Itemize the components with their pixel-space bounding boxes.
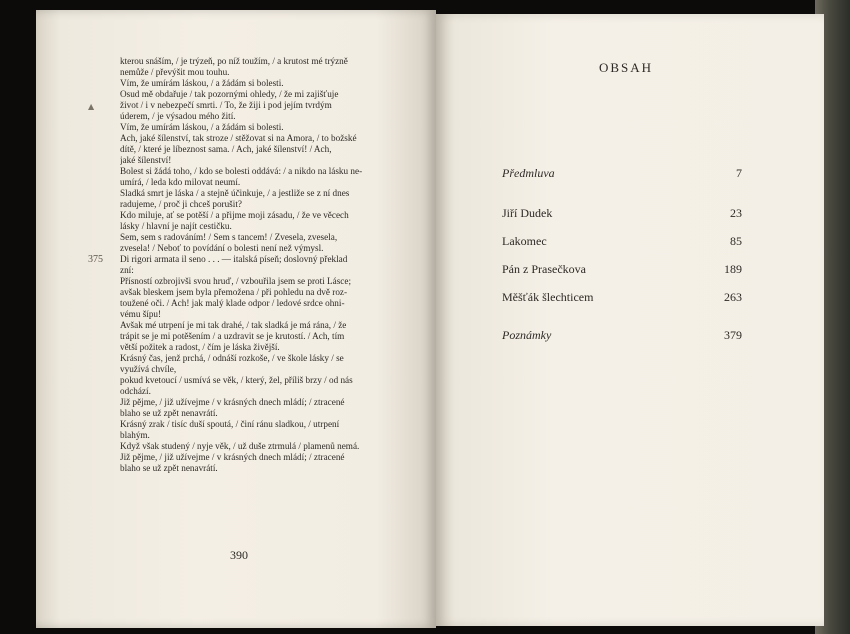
- toc-entry: [502, 262, 742, 276]
- text-line: lásky / hlavní je najít cestičku.: [120, 221, 232, 231]
- toc-entry-page: 379: [724, 328, 742, 342]
- text-line: pokud kvetoucí / usmívá se věk, / který, žel, příliš brzy / od nás: [120, 375, 353, 385]
- text-line: trápit se je mi potěšením / a uzdravit se je krutostí. / Ach, tím: [120, 331, 345, 341]
- toc-entry-title: Poznámky: [502, 328, 552, 342]
- text-line: radujeme, / proč ji chceš porušit?: [120, 199, 242, 209]
- left-page-text: [120, 56, 428, 474]
- text-line: Ach, jaké šílenství, tak stroze / stěžovat si na Amora, / to božské: [120, 133, 357, 143]
- text-line: Di rigori armata il seno . . . — italská píseň; doslovný překlad: [120, 254, 348, 264]
- text-line: zvesela! / Neboť to povídání o bolesti není než výmysl.: [120, 243, 324, 253]
- text-line: Sladká smrt je láska / a stejně účinkuje, / a jestliže se z ní dnes: [120, 188, 350, 198]
- text-line: dítě, / které je líbeznost sama. / Ach, jaké šílenství! / Ach,: [120, 144, 332, 154]
- text-line: kterou snáším, / je trýzeň, po níž toužím, / a krutost mé trýzně: [120, 56, 348, 66]
- text-line: avšak bleskem jsem byla přemožena / při pohledu na dvě roz-: [120, 287, 348, 297]
- text-line: blaho se už zpět nenavrátí.: [120, 463, 218, 473]
- toc-entry-page: 85: [730, 234, 742, 248]
- text-line: Bolest si žádá toho, / kdo se bolesti oddává: / a nikdo na lásku ne-: [120, 166, 363, 176]
- text-line: umírá, / leda kdo milovat neumí.: [120, 177, 241, 187]
- text-line: úderem, / je výsadou mého žití.: [120, 111, 236, 121]
- toc-entry-page: 7: [736, 166, 742, 180]
- toc-entry-title: Jiří Dudek: [502, 206, 553, 220]
- text-line: větší požitek a radost, / čím je láska živější.: [120, 342, 280, 352]
- contents-title: OBSAH: [598, 60, 654, 75]
- toc-entry-title: Předmluva: [502, 166, 555, 180]
- left-page: [36, 10, 436, 628]
- text-line: život / i v nebezpečí smrti. / To, že žiji i pod jejím tvrdým: [120, 100, 332, 110]
- text-line: zní:: [120, 265, 134, 275]
- text-line: využívá chvíle,: [120, 364, 177, 374]
- text-line: Osud mě obdařuje / tak pozornými ohledy, / že mi zajišťuje: [120, 89, 339, 99]
- text-line: Krásný zrak / tisíc duší spoutá, / činí ránu sladkou, / utrpení: [120, 419, 340, 429]
- text-line: nemůže / převýšit mou touhu.: [120, 67, 230, 77]
- text-line: blaho se už zpět nenavrátí.: [120, 408, 218, 418]
- toc-entry-title: Lakomec: [502, 234, 547, 248]
- margin-mark: ▲: [88, 102, 95, 111]
- line-number: 375: [88, 254, 103, 265]
- text-line: Již pějme, / již užívejme / v krásných dnech mládí; / ztracené: [120, 452, 345, 462]
- right-page: [436, 14, 824, 626]
- text-line: odchází.: [120, 386, 151, 396]
- text-line: Vím, že umírám láskou, / a žádám si bolesti.: [120, 78, 284, 88]
- toc-entry-title: Pán z Prasečkova: [502, 262, 586, 276]
- text-line: jaké šílenství!: [120, 155, 172, 165]
- page-number: 390: [230, 548, 248, 562]
- text-line: blahým.: [120, 430, 150, 440]
- toc-entry-page: 189: [724, 262, 742, 276]
- text-line: toužené oči. / Ach! jak malý klade odpor / ledové srdce ohni-: [120, 298, 345, 308]
- toc-entry-page: 23: [730, 206, 742, 220]
- text-line: Přísností ozbrojivši svou hruď, / vzbouřila jsem se proti Lásce;: [120, 276, 352, 286]
- text-line: Avšak mé utrpení je mi tak drahé, / tak sladká je má rána, / že: [120, 320, 347, 330]
- toc-entry: [502, 290, 742, 304]
- toc-entry: [502, 328, 742, 342]
- toc-entry-page: 263: [724, 290, 742, 304]
- text-line: Vím, že umírám láskou, / a žádám si bolesti.: [120, 122, 284, 132]
- text-line: Když však studený / nyje věk, / už duše ztrmulá / plamenů nemá.: [120, 441, 360, 451]
- text-line: Krásný čas, jenž prchá, / odnáší rozkoše, / ve škole lásky / se: [120, 353, 344, 363]
- text-line: vému šípu!: [120, 309, 162, 319]
- text-line: Kdo miluje, ať se potěší / a přijme moji zásadu, / že ve věcech: [120, 210, 349, 220]
- text-line: Sem, sem s radováním! / Sem s tancem! / Zvesela, zvesela,: [120, 232, 338, 242]
- text-line: Již pějme, / již užívejme / v krásných dnech mládí; / ztracené: [120, 397, 345, 407]
- toc-entry: [502, 206, 742, 220]
- toc-entry-title: Měšťák šlechticem: [502, 290, 594, 304]
- toc-entry: [502, 166, 742, 180]
- toc-entry: [502, 234, 742, 248]
- table-of-contents: [502, 166, 742, 342]
